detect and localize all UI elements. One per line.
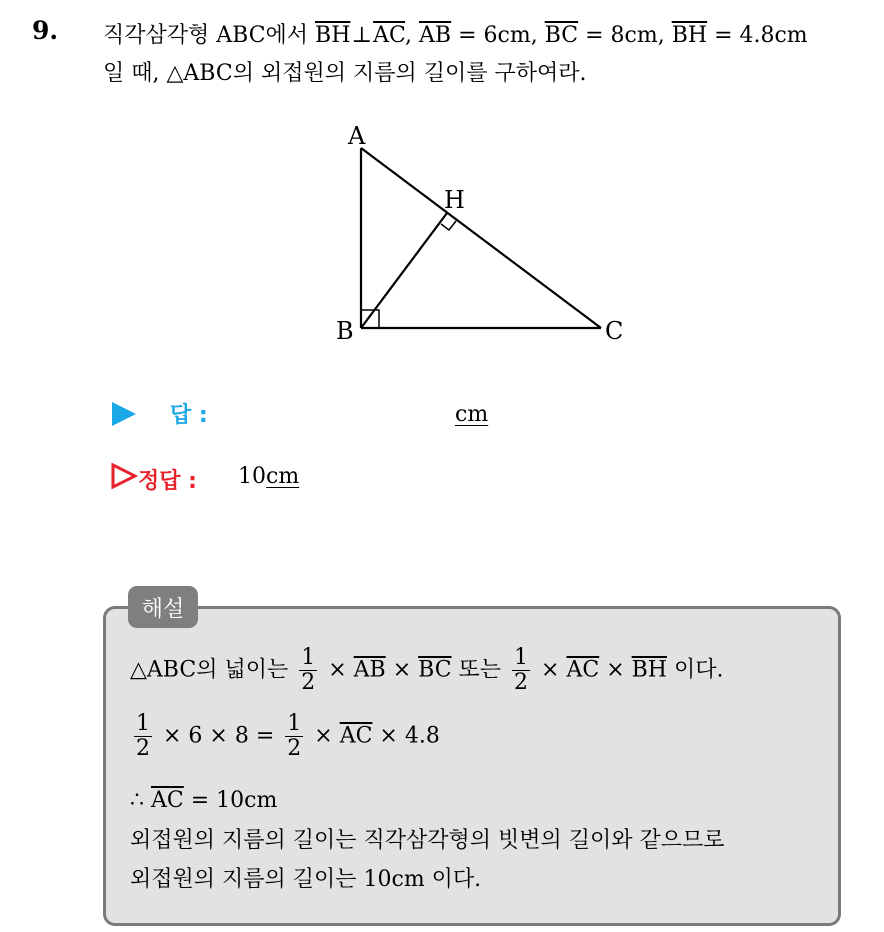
sol1-text3: 이다. xyxy=(666,657,724,683)
fraction-denominator: 2 xyxy=(287,736,302,762)
question-number: 9. xyxy=(32,16,59,45)
correct-answer-value xyxy=(238,464,299,489)
play-triangle-icon xyxy=(110,400,138,428)
correct-answer-label: 정답 : xyxy=(138,469,197,494)
fraction-numerator: 1 xyxy=(301,645,316,670)
fraction-half-1 xyxy=(299,646,317,695)
question-prefix: 직각삼각형 ABC에서 xyxy=(103,23,316,48)
solution-line5: 외접원의 지름의 길이는 10cm 이다. xyxy=(130,867,482,892)
solution-tab: 해설 xyxy=(128,586,198,628)
triangle-figure xyxy=(330,118,650,358)
fraction-numerator: 1 xyxy=(287,711,302,736)
segment-ab: $\overline{AB}$ xyxy=(353,657,386,683)
ab-value: = 6cm, xyxy=(451,23,545,48)
segment-bh-2: $\overline{BH}$ xyxy=(671,23,708,48)
sol3-text: = 10cm xyxy=(183,788,278,813)
segment-bh: $\overline{BH}$ xyxy=(631,657,667,683)
comma: , xyxy=(405,23,420,48)
times-symbol: × xyxy=(599,657,632,683)
sol2-text1: × 6 × 8 = xyxy=(156,723,282,749)
segment-ab: $\overline{AB}$ xyxy=(419,23,452,48)
fraction-half-4 xyxy=(285,712,303,761)
solution-line4: 외접원의 지름의 길이는 직각삼각형의 빗변의 길이와 같으므로 xyxy=(130,828,725,853)
segment-bc: $\overline{BC}$ xyxy=(418,657,452,683)
segment-ac: $\overline{AC}$ xyxy=(339,723,373,749)
bh-value: = 4.8cm xyxy=(707,23,808,48)
solution-line3 xyxy=(130,788,277,813)
fraction-half-3 xyxy=(134,712,152,761)
fraction-numerator: 1 xyxy=(136,711,150,736)
correct-answer-unit: cm xyxy=(266,464,300,489)
outline-triangle-icon xyxy=(110,462,138,490)
perpendicular-symbol: ⊥ xyxy=(351,23,373,48)
answer-label: 답 : xyxy=(170,403,208,428)
fraction-numerator: 1 xyxy=(514,645,529,670)
segment-bh: $\overline{BH}$ xyxy=(315,23,351,48)
solution-line2 xyxy=(130,712,440,761)
right-angle-mark-h xyxy=(441,221,456,230)
sol1-text2: 또는 xyxy=(451,657,509,683)
question-text-line2: 일 때, △ABC의 외접원의 지름의 길이를 구하여라. xyxy=(103,61,587,86)
fraction-half-2 xyxy=(512,646,530,695)
vertex-label-c: C xyxy=(605,317,624,345)
solution-line1 xyxy=(130,646,723,695)
segment-ac: $\overline{AC}$ xyxy=(566,657,600,683)
side-ac xyxy=(361,148,601,328)
times-symbol: × xyxy=(385,657,419,683)
fraction-denominator: 2 xyxy=(514,670,529,696)
vertex-label-a: A xyxy=(348,122,366,150)
bc-value: = 8cm, xyxy=(578,23,672,48)
segment-bc: $\overline{BC}$ xyxy=(544,23,579,48)
segment-ac: $\overline{AC}$ xyxy=(151,788,184,813)
fraction-denominator: 2 xyxy=(136,736,150,762)
therefore-symbol: ∴ xyxy=(130,788,151,813)
answer-unit: cm xyxy=(455,402,489,427)
sol1-text1: △ABC의 넓이는 xyxy=(130,657,296,683)
question-text-line1 xyxy=(103,18,808,49)
vertex-label-h: H xyxy=(444,186,465,214)
times-symbol: × xyxy=(534,657,567,683)
fraction-denominator: 2 xyxy=(301,670,316,696)
correct-answer-number: 10 xyxy=(238,464,266,489)
sol2-text3: × 4.8 xyxy=(372,723,440,749)
vertex-label-b: B xyxy=(336,317,354,345)
segment-ac: $\overline{AC}$ xyxy=(373,23,406,48)
times-symbol: × xyxy=(321,657,354,683)
sol2-text2: × xyxy=(307,723,340,749)
